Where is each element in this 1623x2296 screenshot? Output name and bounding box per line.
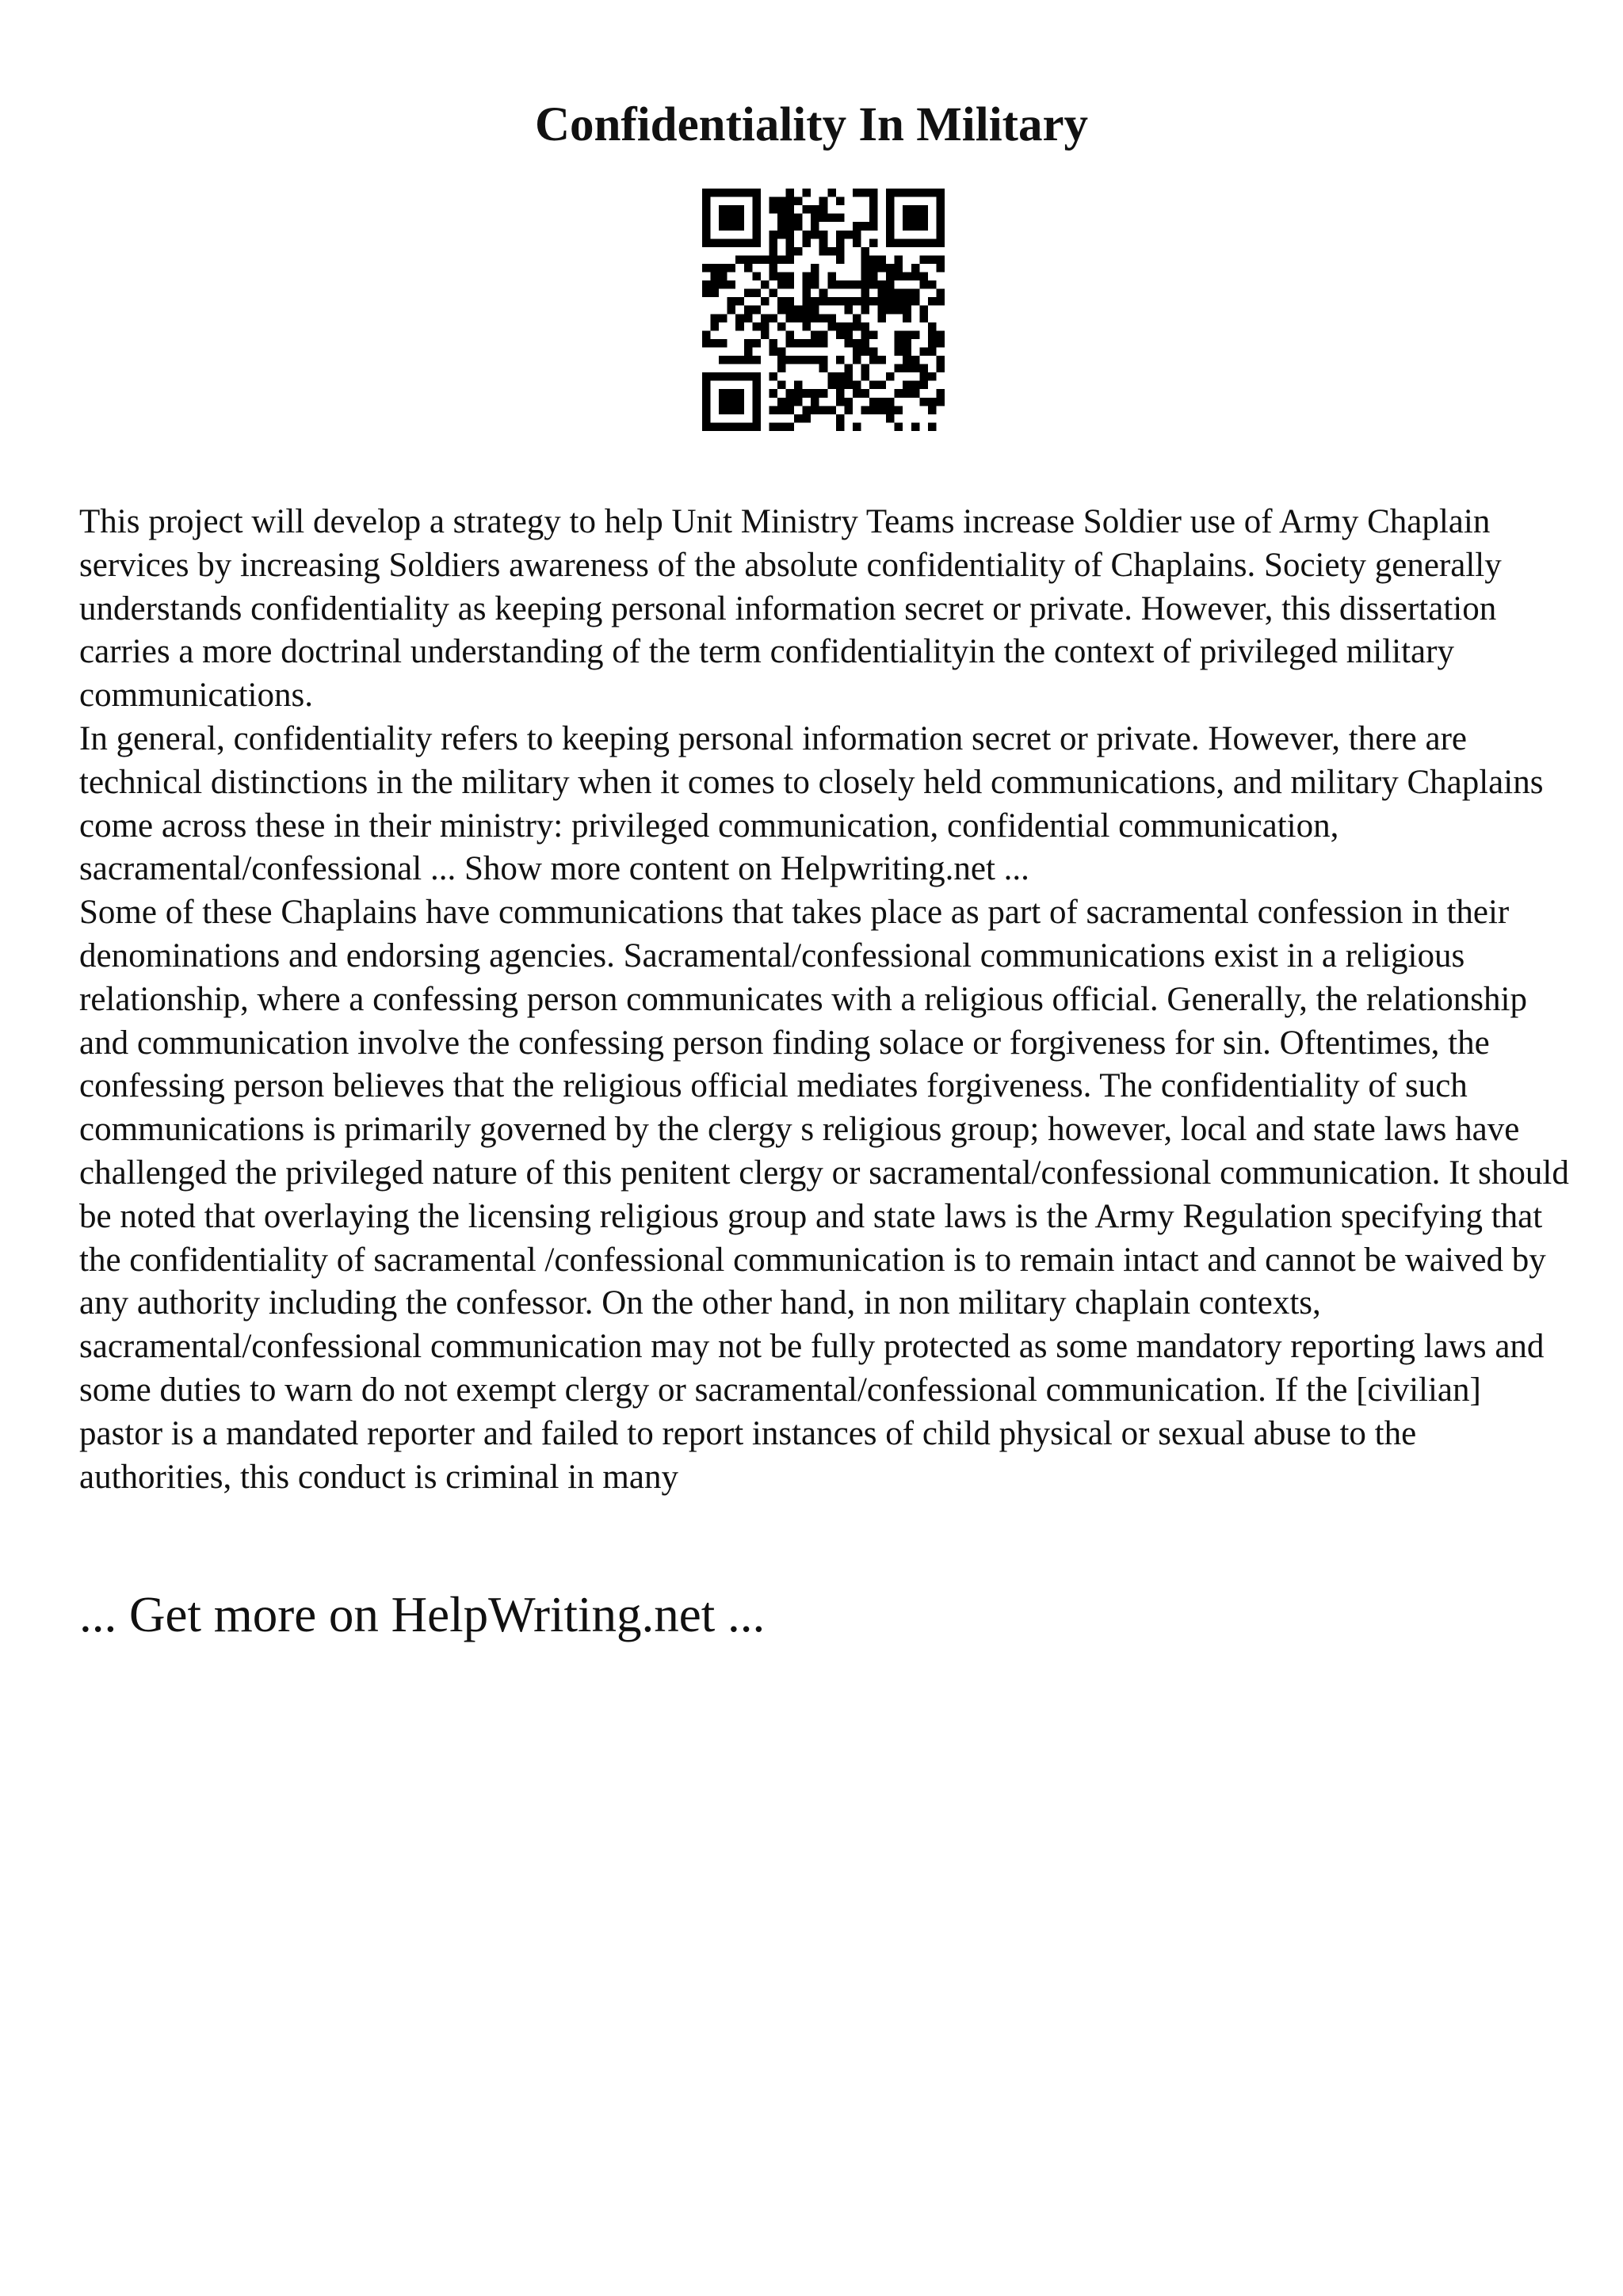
document-body — [79, 501, 1569, 1499]
document-title: Confidentiality In Military — [534, 98, 1089, 151]
get-more-link[interactable]: ... Get more on HelpWriting.net ... — [79, 1587, 766, 1642]
body-paragraph-2: In general, confidentiality refers to keeping personal information secret or private. However, there are technical distinctions in the military when it comes to closely held communications, and military Chaplains come across these in their ministry: privileged communication, confidential communication, sacramental/confessional ... Show more content on Helpwriting.net ... — [79, 719, 1544, 888]
body-paragraph-3: Some of these Chaplains have communications that takes place as part of sacramental confession in their denominations and endorsing agencies. Sacramental/confessional communications exist in a religious relationship, where a confessing person communicates with a religious official. Generally, the relationship and communication involve the confessing person finding solace or forgiveness for sin. Oftentimes, the confessing person believes that the religious official mediates forgiveness. The confidentiality of such communications is primarily governed by the clergy s religious group; however, local and state laws have challenged the privileged nature of this penitent clergy or sacramental/confessional communication. It should be noted that overlaying the licensing religious group and state laws is the Army Regulation specifying that the confidentiality of sacramental /confessional communication is to remain intact and cannot be waived by any authority including the confessor. On the other hand, in non military chaplain contexts, sacramental/confessional communication may not be fully protected as some mandatory reporting laws and some duties to warn do not exempt clergy or sacramental/confessional communication. If the [civilian] pastor is a mandated reporter and failed to report instances of child physical or sexual abuse to the authorities, this conduct is criminal in many — [79, 894, 1569, 1496]
qr-code-icon — [702, 189, 945, 431]
body-paragraph-1: This project will develop a strategy to help Unit Ministry Teams increase Soldier use of Army Chaplain services by increasing Soldiers awareness of the absolute confidentiality of Chaplains. Society generally understands confidentiality as keeping personal information secret or private. However, this dissertation carries a more doctrinal understanding of the term confidentialityin the context of privileged military communications. — [79, 503, 1502, 715]
